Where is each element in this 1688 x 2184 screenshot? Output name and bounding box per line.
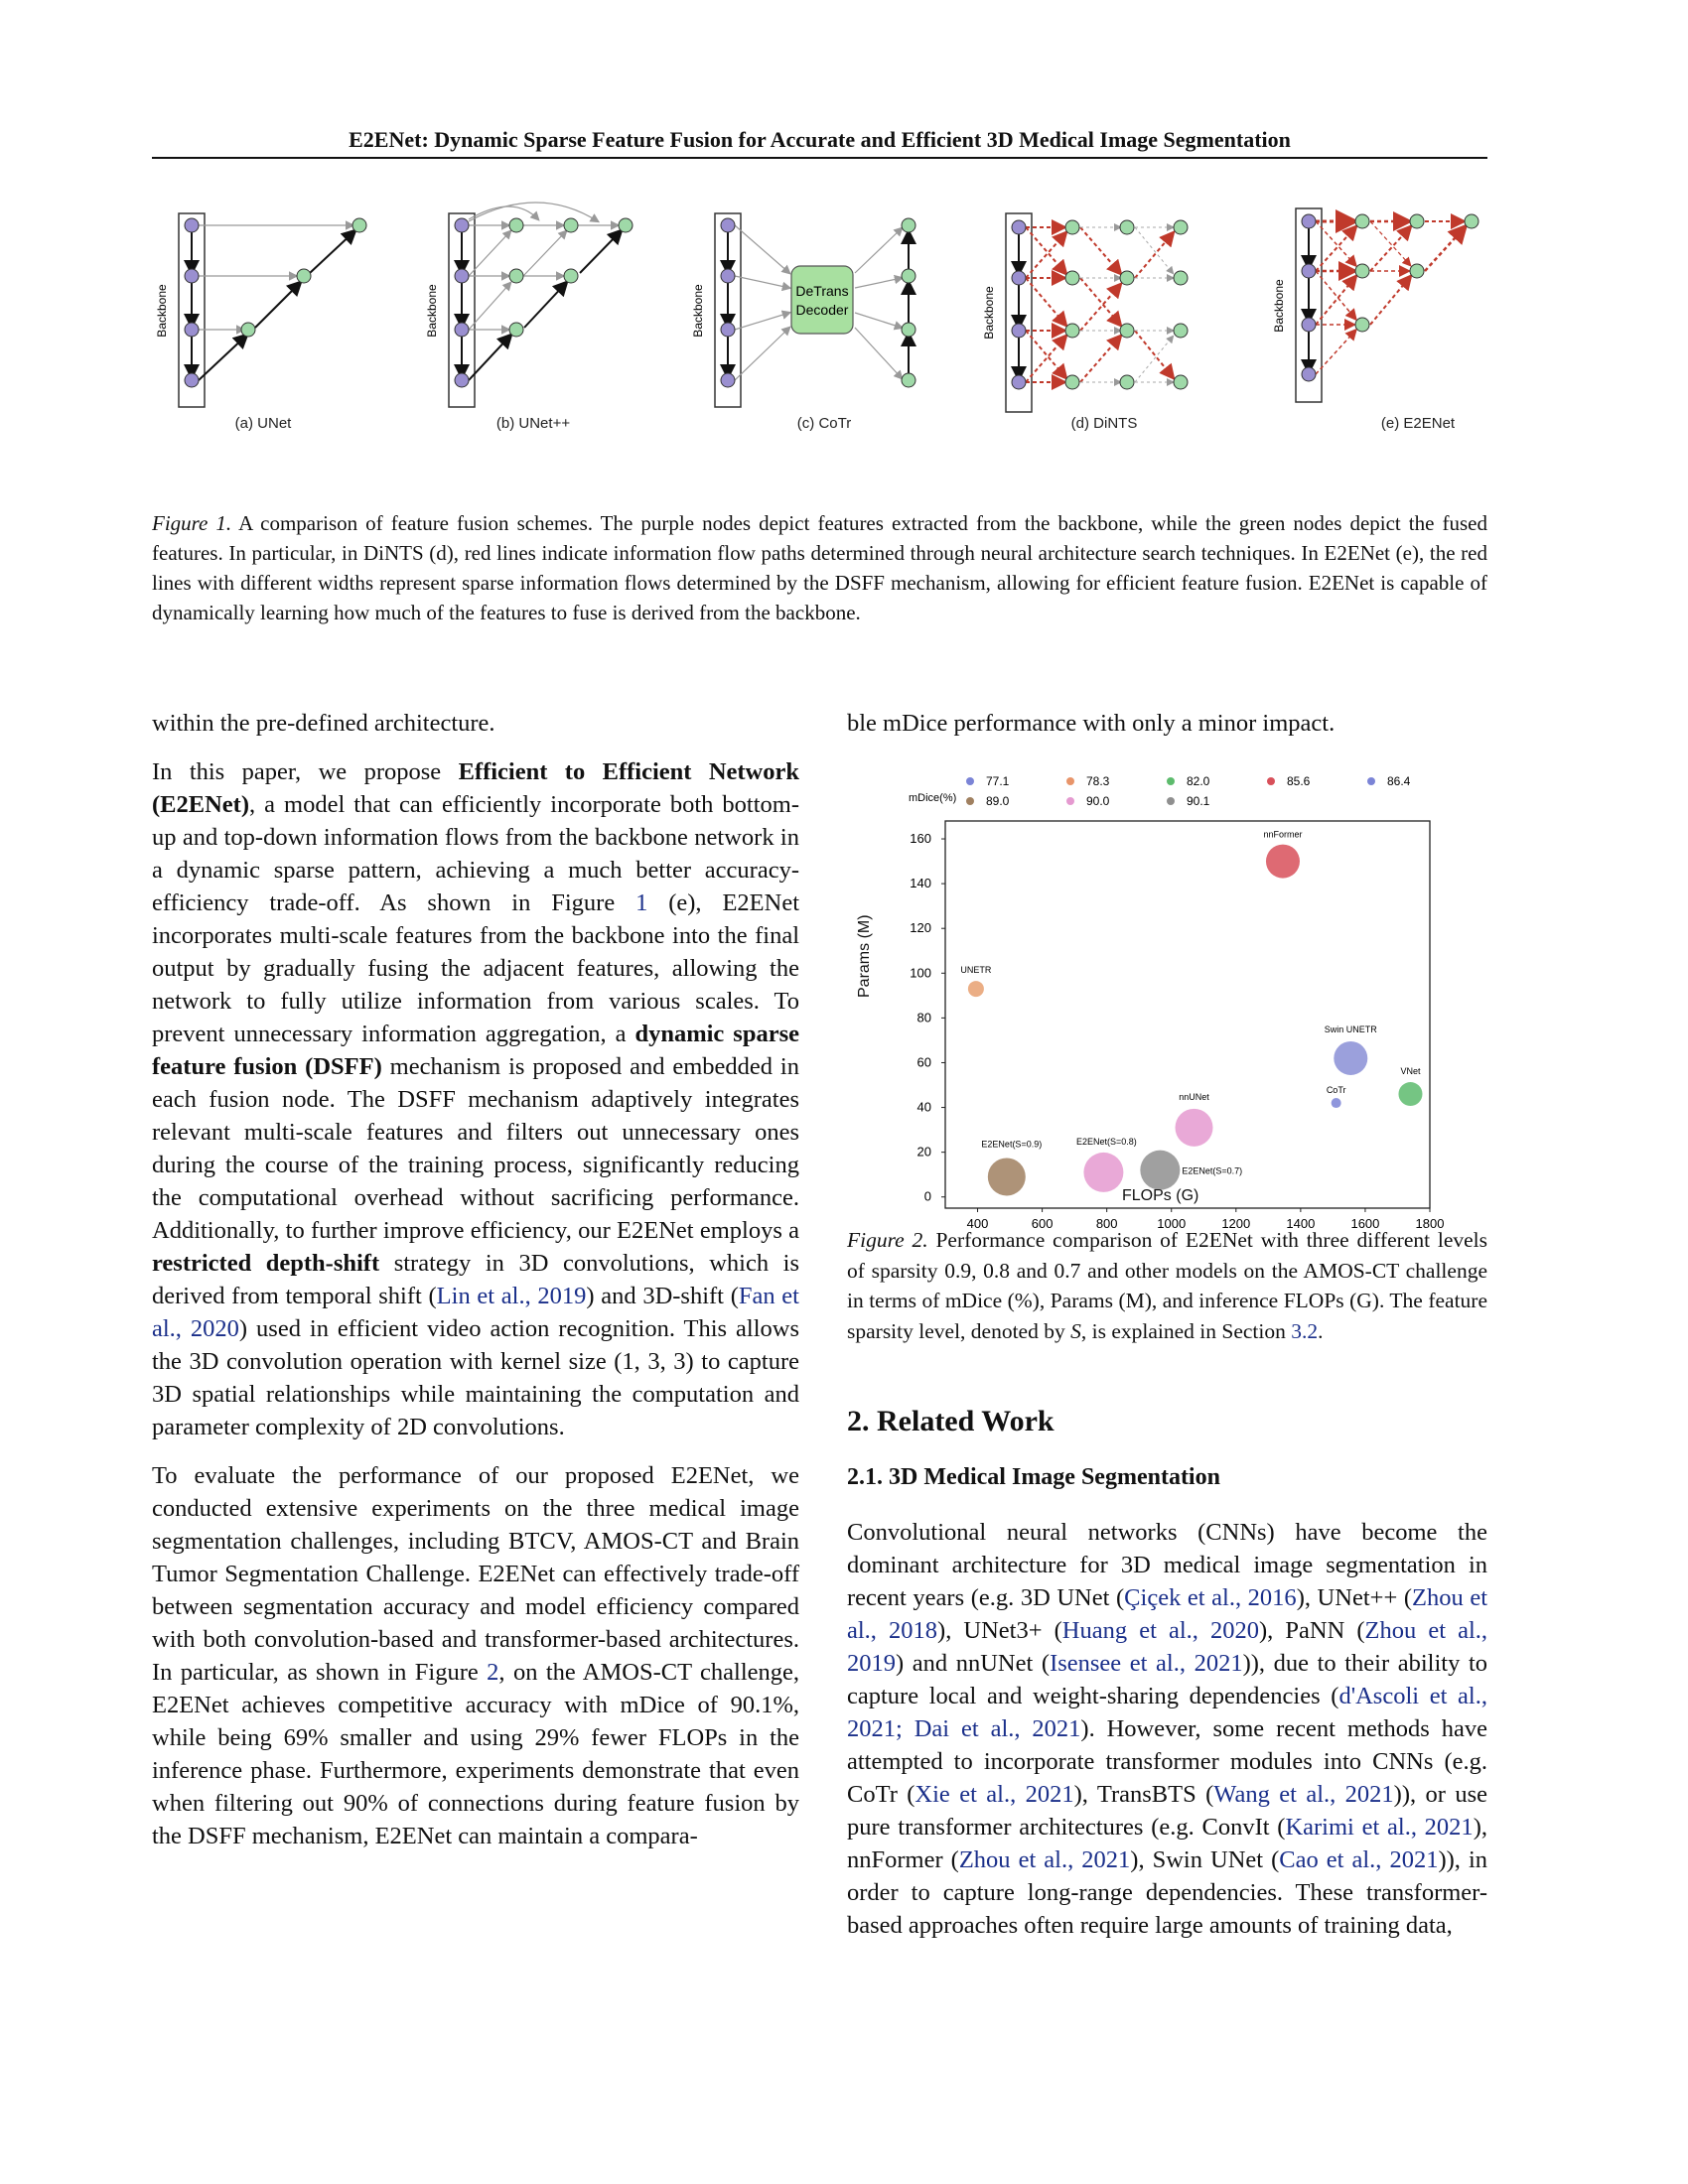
text-run: ) and 3D-shift (: [586, 1283, 739, 1309]
y-tick-label: 160: [910, 831, 931, 847]
citation-link[interactable]: Karimi et al., 2021: [1285, 1814, 1474, 1841]
point-label: nnUNet: [1179, 1091, 1209, 1102]
legend-marker: [966, 797, 974, 805]
x-tick-label: 1200: [1221, 1216, 1251, 1231]
bold-term: restricted depth-shift: [152, 1250, 380, 1277]
detrans-decoder-box: [791, 266, 853, 334]
y-axis: [910, 831, 945, 1204]
text-run: ), UNet3+ (: [937, 1617, 1062, 1644]
text-run: , on the AMOS-CT challenge, E2ENet achieves competitive accuracy with mDice of 90.1%, while being 69% smaller and using 29% fewer FLOPs in the inference phase. Furthermore, experiments demonstrate that even when filtering out 90% of connections during feature fusion by the DSFF mechanism, E2ENet can maintain a compara-: [152, 1659, 799, 1849]
citation-link[interactable]: Cao et al., 2021: [1279, 1846, 1439, 1873]
x-tick-label: 600: [1031, 1216, 1054, 1231]
text-run: ), TransBTS (: [1073, 1781, 1214, 1808]
running-title: E2ENet: Dynamic Sparse Feature Fusion for Accurate and Efficient 3D Medical Image Segmentation: [349, 127, 1291, 152]
legend-label: 89.0: [986, 794, 1010, 808]
x-tick-label: 800: [1095, 1216, 1118, 1231]
plot-frame: [945, 821, 1430, 1208]
subfig-label-d: (d) DiNTS: [1070, 415, 1138, 432]
citation-link[interactable]: Xie et al., 2021: [914, 1781, 1074, 1808]
text-run: ), Swin UNet (: [1130, 1846, 1280, 1873]
y-tick-label: 40: [916, 1099, 931, 1115]
section-heading: 2. Related Work: [847, 1405, 1055, 1437]
legend-title: mDice(%): [909, 792, 957, 804]
y-tick-label: 120: [910, 920, 931, 936]
text-run: In this paper, we propose: [152, 758, 459, 785]
x-tick-label: 400: [966, 1216, 989, 1231]
data-point: [1332, 1098, 1341, 1108]
y-tick-label: 0: [923, 1188, 931, 1204]
section-ref-link[interactable]: 3.2: [1291, 1318, 1319, 1343]
right-column-top: [847, 707, 1487, 755]
decoder-label-2: Decoder: [795, 302, 849, 318]
x-tick-label: 1800: [1415, 1216, 1445, 1231]
y-tick-label: 20: [916, 1144, 931, 1160]
y-tick-label: 140: [910, 876, 931, 891]
legend: [966, 774, 1411, 808]
citation-link[interactable]: Huang et al., 2020: [1061, 1617, 1259, 1644]
paragraph: [152, 1459, 799, 1852]
sparsity-symbol: S: [1070, 1318, 1081, 1343]
data-point: [968, 981, 984, 997]
subfig-e2enet: [1272, 208, 1478, 402]
legend-label: 90.0: [1086, 794, 1110, 808]
y-tick-label: 80: [916, 1010, 931, 1025]
subfig-label-e: (e) E2ENet: [1380, 415, 1456, 432]
citation-link[interactable]: Wang et al., 2021: [1213, 1781, 1394, 1808]
citation-link[interactable]: Zhou et al., 2021: [958, 1846, 1131, 1873]
legend-marker: [1167, 777, 1175, 785]
subfig-cotr: [691, 213, 915, 407]
x-axis-label: FLOPs (G): [1122, 1187, 1199, 1204]
citation-link[interactable]: Fan et al., 2020: [152, 1283, 799, 1342]
data-point: [1334, 1041, 1367, 1075]
backbone-label: Backbone: [1272, 279, 1286, 333]
bold-term: dynamic sparse feature fusion (DSFF): [152, 1021, 799, 1080]
paragraph: [152, 755, 799, 1443]
right-column-body: [847, 1516, 1487, 1958]
data-point: [988, 1158, 1026, 1195]
data-point: [1083, 1153, 1123, 1192]
citation-link[interactable]: Lin et al., 2019: [436, 1283, 587, 1309]
text-run: ) used in efficient video action recognition. This allows the 3D convolution operation with kernel size (1, 3, 3) to capture 3D spatial relationships while maintaining the computation and parameter complexity of 2D convolutions.: [152, 1315, 799, 1440]
text-run: ), UNet++ (: [1296, 1584, 1413, 1611]
figure-ref-link[interactable]: 2: [487, 1659, 499, 1686]
point-label: E2ENet(S=0.9): [981, 1139, 1043, 1150]
header-rule: [152, 157, 1487, 159]
legend-label: 77.1: [986, 774, 1010, 788]
text-run: .: [1318, 1318, 1324, 1343]
legend-marker: [1267, 777, 1275, 785]
y-tick-label: 60: [916, 1054, 931, 1070]
point-label: VNet: [1400, 1066, 1421, 1077]
data-point: [1266, 845, 1300, 879]
legend-label: 90.1: [1187, 794, 1210, 808]
y-axis-label: Params (M): [856, 914, 873, 998]
legend-label: 82.0: [1187, 774, 1210, 788]
legend-marker: [1066, 777, 1074, 785]
subfig-label-a: (a) UNet: [234, 415, 292, 432]
legend-marker: [1367, 777, 1375, 785]
figure-1-caption-text: A comparison of feature fusion schemes. The purple nodes depict features extracted from the backbone, while the green nodes depict the fused features. In particular, in DiNTS (d), red lines indicate information flow paths determined through neural architecture search techniques. In E2ENet (e), the red lines with different widths represent sparse information flows determined by the DSFF mechanism, allowing for efficient feature fusion. E2ENet is capable of dynamically learning how much of the features to fuse is derived from the backbone.: [152, 511, 1488, 624]
legend-marker: [1167, 797, 1175, 805]
legend-marker: [966, 777, 974, 785]
text-run: )), in order to capture long-range dependencies. These transformer-based approaches often require large amounts of training data,: [847, 1846, 1488, 1939]
data-point: [1398, 1082, 1422, 1106]
text-run: ) and nnUNet (: [896, 1650, 1051, 1677]
point-label: E2ENet(S=0.8): [1076, 1136, 1137, 1147]
paragraph: ble mDice performance with only a minor impact.: [847, 710, 1336, 737]
subfig-label-c: (c) CoTr: [796, 415, 852, 432]
subfig-label-b: (b) UNet++: [495, 415, 571, 432]
text-run: )), or use pure transformer architectures (e.g. ConvIt (: [847, 1781, 1487, 1841]
figure-1-caption-label: Figure 1.: [152, 511, 232, 535]
data-point: [1176, 1109, 1213, 1147]
legend-marker: [1066, 797, 1074, 805]
subfig-unetpp: [425, 203, 633, 407]
point-label: E2ENet(S=0.7): [1182, 1165, 1243, 1176]
backbone-label: Backbone: [155, 284, 169, 338]
figure-2-caption: [847, 1225, 1487, 1346]
data-points: [960, 830, 1422, 1196]
x-tick-label: 1600: [1350, 1216, 1380, 1231]
citation-link[interactable]: Zhou et al., 2019: [847, 1617, 1488, 1677]
bold-term: Efficient to Efficient Network (E2ENet): [152, 758, 799, 818]
text-run: mechanism is proposed and embedded in each fusion node. The DSFF mechanism adaptively integrates relevant multi-scale features and filters out unnecessary ones during the course of the training process, significantly reducing the computational overhead without sacrificing performance. Additionally, to further improve efficiency, our E2ENet employs a: [152, 1053, 799, 1244]
subfig-unet: [155, 213, 366, 407]
text-run: Performance comparison of E2ENet with three different levels of sparsity 0.9, 0.8 and 0.7 and other models on the AMOS-CT challenge in terms of mDice (%), Params (M), and inference FLOPs (G). The feature sparsity level, denoted by: [847, 1228, 1488, 1343]
text-run: strategy in 3D convolutions, which is derived from temporal shift (: [152, 1250, 799, 1309]
point-label: nnFormer: [1263, 829, 1303, 840]
text-run: ), nnFormer (: [847, 1814, 1487, 1873]
figure-1-caption: [152, 508, 1487, 627]
backbone-label: Backbone: [691, 284, 705, 338]
x-tick-label: 1000: [1157, 1216, 1187, 1231]
subsection-heading: 2.1. 3D Medical Image Segmentation: [847, 1464, 1220, 1490]
figure-2-caption-label: Figure 2.: [847, 1228, 928, 1252]
data-point: [1140, 1151, 1180, 1190]
text-run: Convolutional neural networks (CNNs) have become the dominant architecture for 3D medical image segmentation in recent years (e.g. 3D UNet (: [847, 1519, 1487, 1611]
paragraph: [847, 1516, 1487, 1942]
paragraph: within the pre-defined architecture.: [152, 710, 495, 737]
backbone-label: Backbone: [982, 286, 996, 340]
text-run: )), due to their ability to capture local and weight-sharing dependencies (: [847, 1650, 1487, 1709]
figure-ref-link[interactable]: 1: [635, 889, 648, 916]
citation-link[interactable]: d'Ascoli et al., 2021; Dai et al., 2021: [847, 1683, 1487, 1742]
figure-2-chart: [854, 759, 1489, 1231]
citation-link[interactable]: Isensee et al., 2021: [1050, 1650, 1243, 1677]
decoder-label-1: DeTrans: [795, 283, 849, 299]
text-run: , a model that can efficiently incorporate both bottom-up and top-down information flows from the backbone network in a dynamic sparse pattern, achieving a much better accuracy-efficiency trade-off. As shown in Figure: [152, 791, 799, 916]
x-tick-label: 1400: [1286, 1216, 1316, 1231]
citation-link[interactable]: Çiçek et al., 2016: [1124, 1584, 1297, 1611]
legend-label: 78.3: [1086, 774, 1110, 788]
text-run: ), PaNN (: [1259, 1617, 1365, 1644]
subfig-dints: [982, 213, 1188, 412]
backbone-label: Backbone: [425, 284, 439, 338]
legend-label: 85.6: [1287, 774, 1311, 788]
point-label: UNETR: [960, 965, 992, 976]
text-run: (e), E2ENet incorporates multi-scale features from the backbone into the final output by gradually fusing the adjacent features, allowing the network to fully utilize information from various scales. To prevent unnecessary information aggregation, a: [152, 889, 800, 1047]
text-run: To evaluate the performance of our proposed E2ENet, we conducted extensive experiments on the three medical image segmentation challenges, including BTCV, AMOS-CT and Brain Tumor Segmentation Challenge. E2ENet can effectively trade-off between segmentation accuracy and model efficiency compared with both convolution-based and transformer-based architectures. In particular, as shown in Figure: [152, 1462, 799, 1686]
citation-link[interactable]: Zhou et al., 2018: [847, 1584, 1487, 1644]
legend-label: 86.4: [1387, 774, 1411, 788]
text-run: , is explained in Section: [1080, 1318, 1292, 1343]
text-run: ). However, some recent methods have attempted to incorporate transformer modules into CNNs (e.g. CoTr (: [847, 1715, 1487, 1808]
y-tick-label: 100: [910, 965, 931, 981]
left-column: [152, 707, 799, 1868]
point-label: CoTr: [1326, 1085, 1346, 1096]
point-label: Swin UNETR: [1324, 1024, 1377, 1034]
